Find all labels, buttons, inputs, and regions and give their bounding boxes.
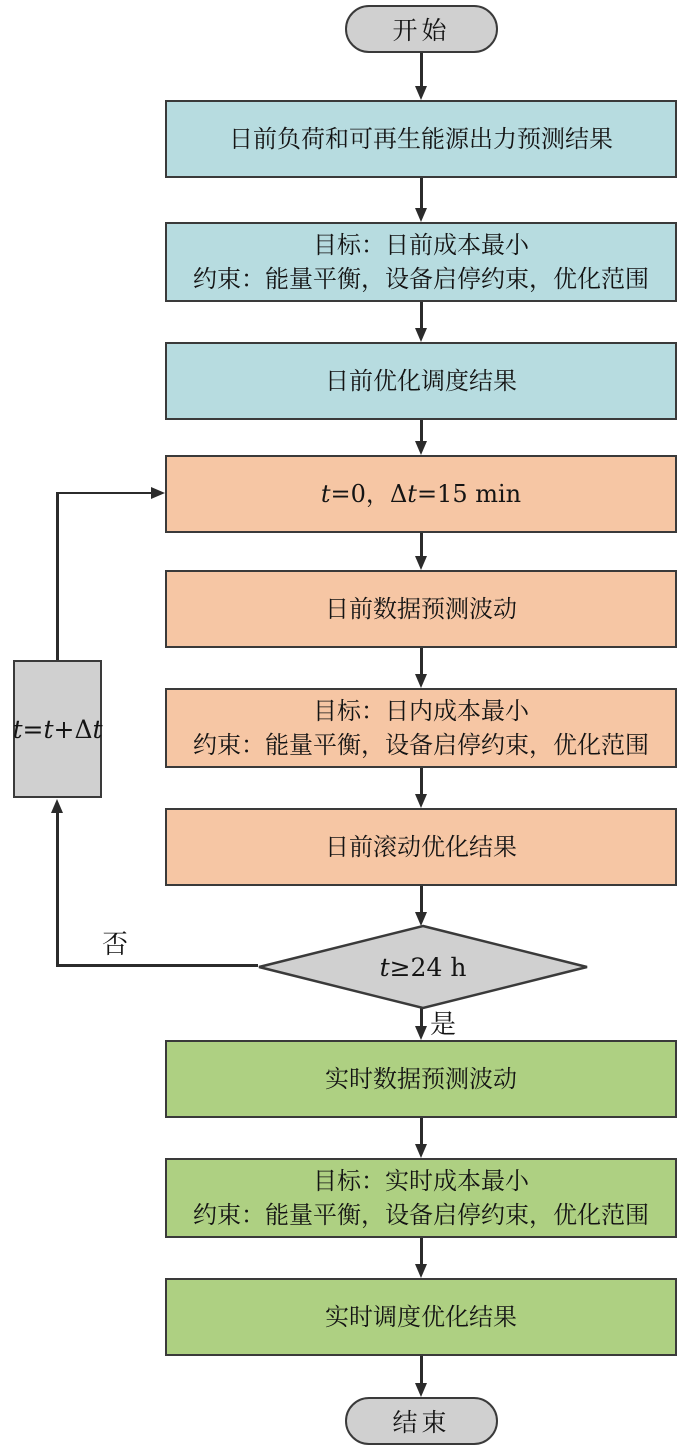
end-terminal-label: 结束	[392, 1408, 451, 1437]
node-realtime-result-label: 实时调度优化结果	[325, 1303, 517, 1331]
arrow-start-to-forecast	[420, 53, 423, 86]
start-terminal	[345, 5, 498, 53]
loop-increment-box	[13, 660, 102, 798]
arrow-rolling-result-to-decision	[420, 886, 423, 912]
decision-condition: ≥24 h	[389, 952, 467, 982]
arrow-intraday-objective-to-rolling-result	[420, 768, 423, 794]
loop-var-t3: t	[92, 714, 103, 744]
connector-no-horizontal	[56, 964, 258, 967]
node-dayahead-result-label: 日前优化调度结果	[325, 367, 517, 395]
arrow-realtime-objective-to-result	[420, 1238, 423, 1264]
arrow-forecast-to-dayahead-objective	[420, 178, 423, 208]
node-dayahead-objective-line1: 目标：日前成本最小	[313, 231, 529, 259]
node-intraday-objective-line2: 约束：能量平衡，设备启停约束，优化范围	[193, 731, 649, 759]
node-dayahead-result	[165, 342, 677, 420]
node-realtime-fluctuation	[165, 1040, 677, 1118]
arrow-decision-yes-to-realtime-fluctuation	[420, 1008, 423, 1026]
loop-var-t1: t	[12, 714, 23, 744]
node-rolling-result	[165, 808, 677, 886]
node-intraday-fluctuation-label: 日前数据预测波动	[325, 595, 517, 623]
end-terminal	[345, 1397, 498, 1445]
loop-eq: =	[22, 714, 44, 744]
node-dayahead-objective	[165, 222, 677, 302]
node-intraday-fluctuation	[165, 570, 677, 648]
node-realtime-objective-line1: 目标：实时成本最小	[313, 1167, 529, 1195]
loop-plus-delta: +Δ	[53, 714, 93, 744]
node-intraday-objective-line1: 目标：日内成本最小	[313, 697, 529, 725]
node-realtime-fluctuation-label: 实时数据预测波动	[325, 1065, 517, 1093]
label-yes: 是	[430, 1010, 457, 1040]
arrow-dayahead-objective-to-result	[420, 302, 423, 328]
arrow-realtime-fluctuation-to-objective	[420, 1118, 423, 1144]
node-rolling-result-label: 日前滚动优化结果	[325, 833, 517, 861]
arrow-intraday-fluctuation-to-objective	[420, 648, 423, 674]
arrow-realtime-result-to-end	[420, 1356, 423, 1383]
node-time-init	[165, 455, 677, 533]
time-init-eq0: =0，	[330, 480, 390, 508]
node-dayahead-forecast	[165, 100, 677, 178]
node-dayahead-objective-line2: 约束：能量平衡，设备启停约束，优化范围	[193, 265, 649, 293]
node-time-init-label	[321, 477, 521, 511]
arrow-tinit-to-intraday-fluctuation	[420, 533, 423, 556]
connector-loop-vertical	[56, 492, 59, 660]
node-realtime-objective-line2: 约束：能量平衡，设备启停约束，优化范围	[193, 1201, 649, 1229]
time-init-delta: Δ	[389, 480, 408, 508]
label-no: 否	[102, 930, 129, 960]
node-realtime-result	[165, 1278, 677, 1356]
time-init-var-t: t	[320, 480, 331, 508]
time-init-eq15: =15 min	[416, 480, 522, 508]
connector-loop-to-tinit-arrow	[56, 492, 151, 495]
loop-increment-label	[12, 715, 102, 744]
node-intraday-objective	[165, 688, 677, 768]
time-init-var-t2: t	[407, 480, 417, 508]
decision-label	[256, 924, 590, 1010]
node-dayahead-forecast-label: 日前负荷和可再生能源出力预测结果	[229, 125, 613, 153]
loop-var-t2: t	[43, 714, 54, 744]
node-realtime-objective	[165, 1158, 677, 1238]
start-terminal-label: 开始	[392, 16, 451, 45]
arrow-dayahead-result-to-tinit	[420, 420, 423, 441]
decision-var-t: t	[379, 952, 390, 982]
connector-no-vertical-up-arrow	[56, 812, 59, 967]
